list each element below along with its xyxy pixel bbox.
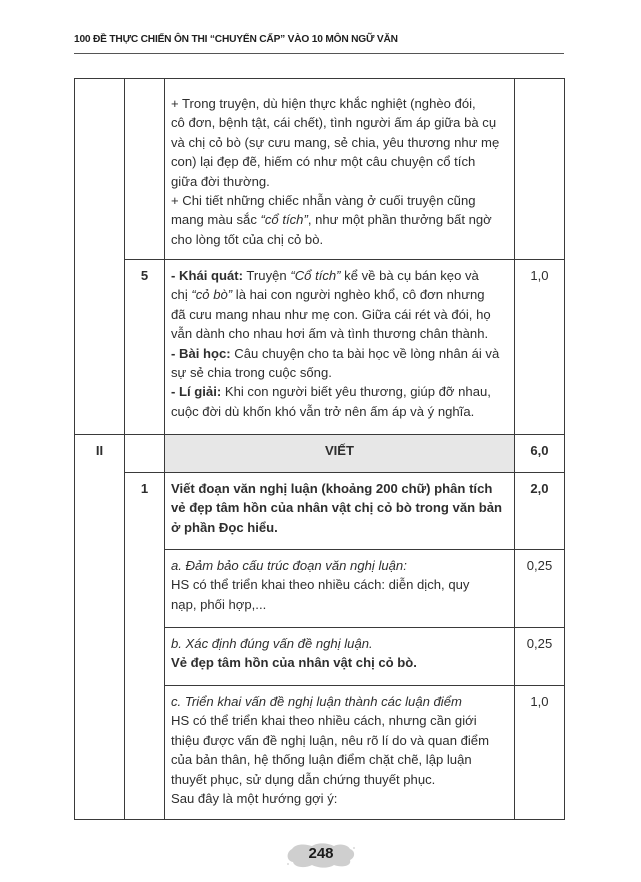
text-run: , như một phần thưởng bất ngờ: [307, 212, 492, 228]
continuation-content: [171, 94, 508, 249]
score-row5: 1,0: [530, 268, 549, 283]
row5-top-border: [124, 259, 565, 260]
text-line: + Chi tiết những chiếc nhẫn vàng ở cuối truyện cũng: [171, 193, 476, 209]
text-run: mang màu sắc: [171, 212, 261, 228]
text-line: Vẻ đẹp tâm hồn của nhân vật chị cỏ bò.: [171, 655, 417, 671]
row-c-top-border: [164, 685, 565, 686]
italic-run: “Cổ tích”: [290, 268, 341, 283]
text-line: + Trong truyện, dù hiện thực khắc nghiệt (nghèo đói,: [171, 96, 476, 111]
text-run: chị: [171, 287, 192, 303]
text-line: [171, 266, 508, 285]
text-line: con) lại đẹp đẽ, hiếm có như một câu chuyện cổ tích: [171, 154, 476, 170]
page-number: 248: [308, 845, 334, 862]
criterion-heading: c. Triển khai vấn đề nghị luận thành các luận điểm: [171, 694, 462, 709]
text-line: ở phần Đọc hiểu.: [171, 519, 278, 535]
row1-top-border: [124, 472, 565, 473]
text-line: của bản thân, hệ thống luận điểm chặt chẽ, lập luận: [171, 752, 472, 768]
table-border-bottom: [74, 819, 565, 820]
text-line: nạp, phối hợp,...: [171, 596, 267, 612]
question-number-1: 1: [140, 481, 149, 496]
column-divider-1: [124, 78, 125, 819]
section2-top-border: [74, 434, 565, 435]
row-b-top-border: [164, 627, 565, 628]
table-border-top: [74, 78, 565, 79]
score-row1: 2,0: [530, 481, 549, 496]
page-number-badge: [284, 840, 358, 870]
bai-hoc-label: - Bài học:: [171, 345, 231, 361]
text-line: cho lòng tốt của chị cỏ bò.: [171, 231, 324, 247]
text-line: thiệu được vấn đề nghị luận, nêu rõ lí do và quan điểm: [171, 732, 489, 748]
row-a-content: [171, 556, 508, 614]
text-line: vẫn dành cho nhau hơi ấm và tình thương chân thành.: [171, 326, 489, 342]
text-run: Câu chuyện cho ta bài học về lòng nhân ái và: [230, 345, 500, 361]
running-header: 100 ĐỀ THỰC CHIẾN ÔN THI “CHUYỂN CẤP” VÀO 10 MÔN NGỮ VĂN: [74, 34, 398, 45]
header-rule: [74, 53, 564, 54]
criterion-heading: b. Xác định đúng vấn đề nghị luận.: [171, 636, 373, 651]
text-run: Truyện: [243, 268, 291, 283]
text-line: HS có thể triển khai theo nhiều cách: diễn dịch, quy: [171, 577, 470, 593]
row-a-top-border: [164, 549, 565, 550]
li-giai-label: - Lí giải:: [171, 384, 222, 400]
question-number-5: 5: [140, 268, 149, 283]
table-border-right: [564, 78, 565, 819]
text-line: sự sẻ chia trong cuộc sống.: [171, 365, 332, 381]
score-row-a: 0,25: [526, 558, 553, 573]
text-run: Khi con người biết yêu thương, giúp đỡ nhau,: [221, 384, 491, 400]
part-number-ii: II: [95, 443, 104, 458]
text-line: đã cưu mang nhau như mẹ con. Giữa cái rét và đói, họ: [171, 306, 491, 322]
text-line: cuộc đời dù khốn khó vẫn trở nên ấm áp và ý nghĩa.: [171, 403, 475, 419]
text-line: vẻ đẹp tâm hồn của nhân vật chị cỏ bò trong văn bản: [171, 500, 503, 516]
row-c-content: [171, 692, 508, 808]
khai-quat-label: - Khái quát:: [171, 268, 244, 283]
text-line: cô đơn, bệnh tật, cái chết), tình người ấm áp giữa bà cụ: [171, 115, 497, 131]
text-line: thuyết phục, sử dụng dẫn chứng thuyết phục.: [171, 771, 436, 787]
score-section2: 6,0: [530, 443, 549, 458]
text-line: và chị cỏ bò (sự cưu mang, sẻ chia, yêu thương như mẹ: [171, 134, 500, 150]
score-row-c: 1,0: [530, 694, 549, 709]
text-line: Sau đây là một hướng gợi ý:: [171, 791, 338, 807]
criterion-heading: a. Đảm bảo cấu trúc đoạn văn nghị luận:: [171, 558, 407, 573]
italic-run: “cỏ bò”: [191, 287, 233, 303]
italic-run: “cổ tích”: [260, 212, 308, 228]
section-title: VIẾT: [324, 443, 355, 458]
row5-content: [171, 266, 508, 421]
text-run: là hai con người nghèo khổ, cô đơn nhưng: [232, 287, 485, 303]
text-line: HS có thể triển khai theo nhiều cách, nhưng cần giới: [171, 713, 477, 729]
text-line: [171, 344, 508, 363]
text-line: giữa đời thường.: [171, 173, 270, 189]
text-line: [171, 210, 508, 229]
text-line: Viết đoạn văn nghị luận (khoảng 200 chữ) phân tích: [171, 481, 493, 496]
row-b-content: [171, 634, 508, 673]
text-line: [171, 285, 508, 304]
score-row-b: 0,25: [526, 636, 553, 651]
text-run: kể về bà cụ bán kẹo và: [340, 268, 479, 283]
row1-prompt: [171, 479, 508, 537]
text-line: [171, 382, 508, 401]
